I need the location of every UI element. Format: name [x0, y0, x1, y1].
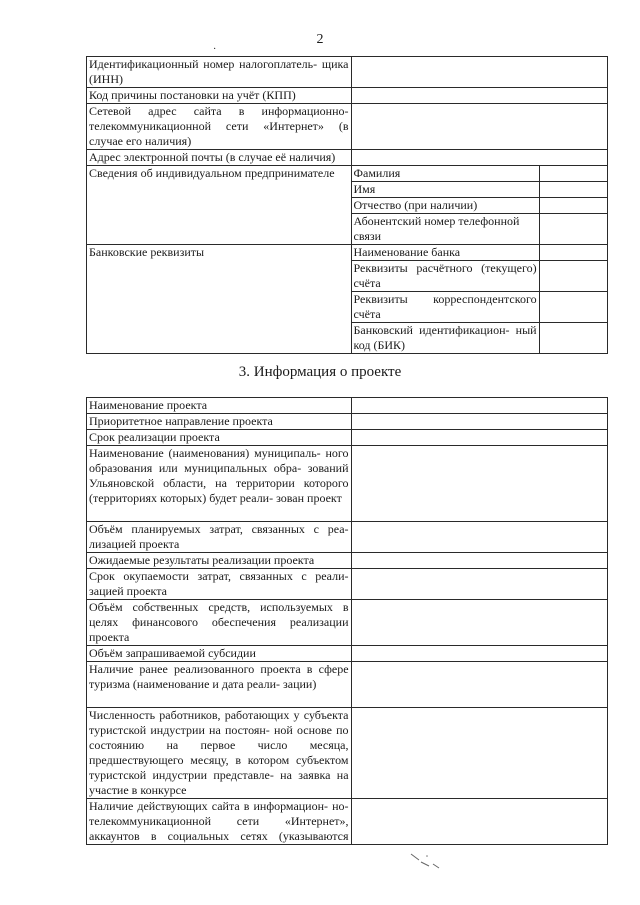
table-row [87, 430, 608, 446]
entrepreneur-label: Сведения об индивидуальном предпринимателе [87, 166, 352, 245]
field-label: Реквизиты корреспондентского счёта [351, 292, 539, 323]
value-cell [351, 522, 607, 553]
table-row [87, 88, 608, 104]
value-cell [539, 166, 607, 182]
table-row [87, 646, 608, 662]
table-row [87, 662, 608, 708]
value-cell [539, 182, 607, 198]
value-cell [539, 261, 607, 292]
value-cell [351, 150, 607, 166]
applicant-details-table [86, 56, 608, 354]
value-cell [351, 414, 607, 430]
value-cell [351, 430, 607, 446]
field-label: Абонентский номер телефонной связи [351, 214, 539, 245]
value-cell [351, 708, 607, 799]
value-cell [539, 198, 607, 214]
value-cell [351, 104, 607, 150]
table-row [87, 799, 608, 845]
row-label: Срок окупаемости затрат, связанных с реали- зацией проекта [87, 569, 352, 600]
row-label: Объём запрашиваемой субсидии [87, 646, 352, 662]
field-label: Реквизиты расчётного (текущего) счёта [351, 261, 539, 292]
value-cell [351, 646, 607, 662]
row-label: Наименование проекта [87, 398, 352, 414]
table-row [87, 414, 608, 430]
row-label: Адрес электронной почты (в случае её наличия) [87, 150, 352, 166]
field-label: Отчество (при наличии) [351, 198, 539, 214]
stray-dot: · [213, 44, 217, 55]
value-cell [351, 398, 607, 414]
value-cell [351, 799, 607, 845]
value-cell [351, 569, 607, 600]
value-cell [351, 600, 607, 646]
row-label: Объём планируемых затрат, связанных с реа- лизацией проекта [87, 522, 352, 553]
table-row [87, 708, 608, 799]
value-cell [351, 88, 607, 104]
bank-label: Банковские реквизиты [87, 245, 352, 354]
pen-mark [405, 850, 445, 872]
value-cell [351, 446, 607, 522]
table-row [87, 569, 608, 600]
project-info-table [86, 397, 608, 845]
row-label: Численность работников, работающих у субъекта туристской индустрии на постоян- ной основе по состоянию на первое число месяца, предшествующего месяцу, в котором субъектом туристской индустрии представле- на заявка на участие в конкурсе [87, 708, 352, 799]
field-label: Банковский идентификацион- ный код (БИК) [351, 323, 539, 354]
table-row [87, 104, 608, 150]
row-label: Срок реализации проекта [87, 430, 352, 446]
row-label: Приоритетное направление проекта [87, 414, 352, 430]
table-row [87, 522, 608, 553]
value-cell [539, 214, 607, 245]
page-number: 2 [316, 32, 324, 47]
table-row [87, 398, 608, 414]
table-row [87, 57, 608, 88]
row-label: Код причины постановки на учёт (КПП) [87, 88, 352, 104]
value-cell [539, 323, 607, 354]
value-cell [539, 292, 607, 323]
value-cell [351, 553, 607, 569]
table-row [87, 600, 608, 646]
value-cell [351, 662, 607, 708]
table-row [87, 150, 608, 166]
field-label: Имя [351, 182, 539, 198]
field-label: Наименование банка [351, 245, 539, 261]
row-label: Ожидаемые результаты реализации проекта [87, 553, 352, 569]
row-label: Наименование (наименования) муниципаль- ного образования или муниципальных обра- зований Ульяновской области, на территории которого (территориях которых) будет реали- зован проект [87, 446, 352, 522]
row-label: Объём собственных средств, используемых в целях финансового обеспечения реализации проекта [87, 600, 352, 646]
section-title: 3. Информация о проекте [238, 364, 402, 380]
table-row [87, 245, 608, 261]
table-row [87, 446, 608, 522]
row-label: Идентификационный номер налогоплатель- щика (ИНН) [87, 57, 352, 88]
field-label: Фамилия [351, 166, 539, 182]
row-label: Наличие действующих сайта в информацион- но-телекоммуникационной сети «Интернет», аккаунтов в социальных сетях (указываются [87, 799, 352, 845]
value-cell [351, 57, 607, 88]
table-row [87, 166, 608, 182]
row-label: Наличие ранее реализованного проекта в сфере туризма (наименование и дата реали- зации) [87, 662, 352, 708]
row-label: Сетевой адрес сайта в информационно-телекоммуникационной сети «Интернет» (в случае его наличия) [87, 104, 352, 150]
value-cell [539, 245, 607, 261]
table-row [87, 553, 608, 569]
